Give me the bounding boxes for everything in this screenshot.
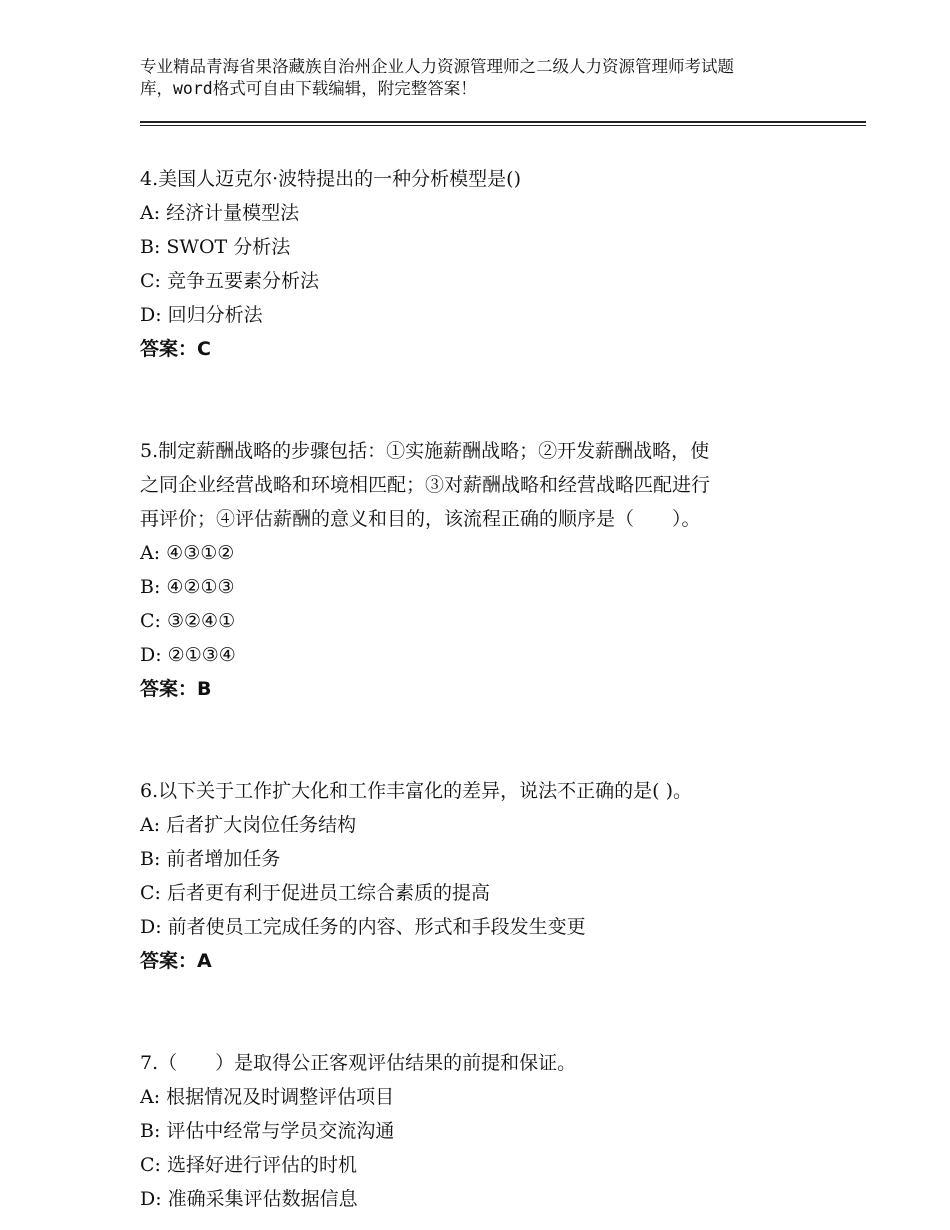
option-d: D: 回归分析法 <box>140 304 263 326</box>
question-text: 4.美国人迈克尔·波特提出的一种分析模型是() <box>140 168 521 190</box>
option-b: B: ④②①③ <box>140 576 235 598</box>
question-text: 6.以下关于工作扩大化和工作丰富化的差异，说法不正确的是( )。 <box>140 780 692 802</box>
answer: 答案：B <box>140 678 212 700</box>
question-text: 7.（ ）是取得公正客观评估结果的前提和保证。 <box>140 1052 577 1074</box>
question-7 <box>140 1046 840 1216</box>
option-d: D: 前者使员工完成任务的内容、形式和手段发生变更 <box>140 916 586 938</box>
question-text: 再评价；④评估薪酬的意义和目的，该流程正确的顺序是（ ）。 <box>140 508 701 530</box>
question-spacer <box>140 706 840 774</box>
option-b: B: 评估中经常与学员交流沟通 <box>140 1120 395 1142</box>
question-5 <box>140 434 840 706</box>
header-line-1: 专业精品青海省果洛藏族自治州企业人力资源管理师之二级人力资源管理师考试题 <box>140 57 734 76</box>
option-d: D: ②①③④ <box>140 644 236 666</box>
option-d: D: 准确采集评估数据信息 <box>140 1188 358 1210</box>
option-a: A: 经济计量模型法 <box>140 202 300 224</box>
option-c: C: ③②④① <box>140 610 236 632</box>
option-a: A: 根据情况及时调整评估项目 <box>140 1086 395 1108</box>
option-b: B: SWOT 分析法 <box>140 236 291 258</box>
question-text: 5.制定薪酬战略的步骤包括：①实施薪酬战略；②开发薪酬战略，使 <box>140 440 710 462</box>
question-spacer <box>140 978 840 1046</box>
option-c: C: 竞争五要素分析法 <box>140 270 319 292</box>
option-a: A: 后者扩大岗位任务结构 <box>140 814 357 836</box>
header-line-2: 库，word格式可自由下载编辑，附完整答案！ <box>140 79 477 98</box>
header-divider <box>140 121 866 126</box>
document-header <box>140 56 840 100</box>
answer: 答案：C <box>140 338 211 360</box>
answer: 答案：A <box>140 950 212 972</box>
question-4 <box>140 162 840 366</box>
question-list <box>140 162 840 1216</box>
question-text: 之同企业经营战略和环境相匹配；③对薪酬战略和经营战略匹配进行 <box>140 474 711 496</box>
option-b: B: 前者增加任务 <box>140 848 281 870</box>
option-c: C: 后者更有利于促进员工综合素质的提高 <box>140 882 490 904</box>
question-6 <box>140 774 840 978</box>
option-a: A: ④③①② <box>140 542 235 564</box>
question-spacer <box>140 366 840 434</box>
option-c: C: 选择好进行评估的时机 <box>140 1154 357 1176</box>
